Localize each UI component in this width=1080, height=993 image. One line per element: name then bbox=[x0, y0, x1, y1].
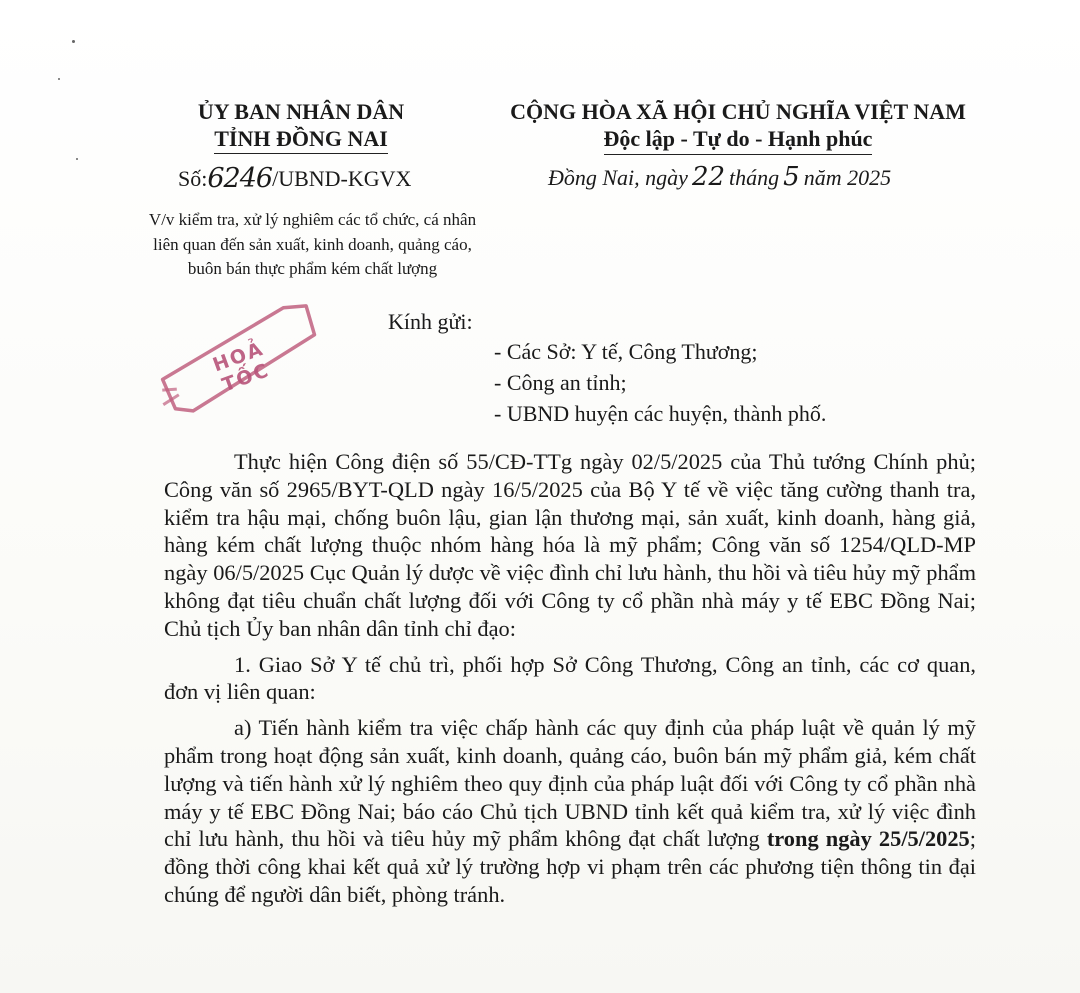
stamp-text: HOẢ TỐC bbox=[209, 337, 273, 397]
date-year: năm 2025 bbox=[803, 165, 892, 190]
body-paragraph-3 bbox=[164, 714, 976, 909]
recipient-item: - UBND huyện các huyện, thành phố. bbox=[494, 401, 827, 426]
subject-line: liên quan đến sản xuất, kinh doanh, quảng cáo, bbox=[153, 234, 472, 254]
issuer-line2: TỈNH ĐỒNG NAI bbox=[214, 125, 388, 154]
document-body bbox=[164, 448, 976, 917]
date-prefix: Đồng Nai, ngày bbox=[548, 165, 688, 190]
date-month-handwritten: 5 bbox=[783, 162, 800, 192]
document-number-suffix: /UBND-KGVX bbox=[272, 166, 412, 191]
document-number-handwritten: 6246 bbox=[207, 163, 273, 194]
national-header bbox=[488, 98, 988, 155]
scan-speck bbox=[76, 158, 78, 160]
body-paragraph-2: 1. Giao Sở Y tế chủ trì, phối hợp Sở Công Thương, Công an tỉnh, các cơ quan, đơn vị liên quan: bbox=[164, 651, 976, 705]
issuer-line1: ỦY BAN NHÂN DÂN bbox=[197, 99, 405, 124]
national-title: CỘNG HÒA XÃ HỘI CHỦ NGHĨA VIỆT NAM bbox=[510, 99, 966, 124]
date-day-handwritten: 22 bbox=[691, 162, 726, 192]
subject-line: V/v kiểm tra, xử lý nghiêm các tổ chức, cá nhân bbox=[148, 210, 477, 229]
document-subject bbox=[140, 208, 485, 282]
scan-speck bbox=[58, 78, 60, 80]
recipients-label: Kính gửi: bbox=[388, 309, 473, 334]
recipients-list bbox=[494, 336, 826, 429]
urgent-stamp bbox=[140, 290, 341, 438]
issuer-header bbox=[170, 98, 432, 154]
place-date bbox=[548, 162, 891, 192]
recipient-item: - Các Sở: Y tế, Công Thương; bbox=[494, 339, 758, 364]
national-motto: Độc lập - Tự do - Hạnh phúc bbox=[604, 125, 873, 155]
paragraph-3-text: a) Tiến hành kiểm tra việc chấp hành các quy định của pháp luật về quản lý mỹ phẩm trong hoạt động sản xuất, kinh doanh, quảng cáo, buôn bán mỹ phẩm giả, kém chất lượng và tiến hành xử lý nghiêm theo quy định của pháp luật đối với Công ty cổ phần nhà máy y tế EBC Đồng Nai; báo cáo Chủ tịch UBND tỉnh kết quả kiểm tra, xử lý việc đình chỉ lưu hành, thu hồi và tiêu hủy mỹ phẩm không đạt chất lượng bbox=[164, 715, 976, 852]
deadline-bold: trong ngày 25/5/2025 bbox=[766, 826, 970, 852]
body-paragraph-1: Thực hiện Công điện số 55/CĐ-TTg ngày 02/5/2025 của Thủ tướng Chính phủ; Công văn số 2965/BYT-QLD ngày 16/5/2025 của Bộ Y tế về việc tăng cường thanh tra, kiểm tra hậu mại, chống buôn lậu, gian lận thương mại, sản xuất, kinh doanh, hàng giả, hàng kém chất lượng thuộc nhóm hàng hóa là mỹ phẩm; Công văn số 1254/QLD-MP ngày 06/5/2025 Cục Quản lý dược về việc đình chỉ lưu hành, thu hồi và tiêu hủy mỹ phẩm không đạt tiêu chuẩn chất lượng đối với Công ty cổ phần nhà máy y tế EBC Đồng Nai; Chủ tịch Ủy ban nhân dân tỉnh chỉ đạo: bbox=[164, 449, 976, 641]
document-number-label: Số: bbox=[178, 166, 208, 191]
date-month-label: tháng bbox=[729, 165, 780, 190]
subject-line: buôn bán thực phẩm kém chất lượng bbox=[187, 259, 438, 278]
paragraph-3-text-end: ; đồng thời công khai kết quả xử lý trường hợp vi phạm trên các phương tiện thông tin đại chúng để người dân biết, phòng tránh. bbox=[164, 826, 976, 907]
document-number bbox=[178, 162, 411, 193]
scan-speck bbox=[72, 40, 75, 43]
recipient-item: - Công an tỉnh; bbox=[494, 370, 627, 395]
